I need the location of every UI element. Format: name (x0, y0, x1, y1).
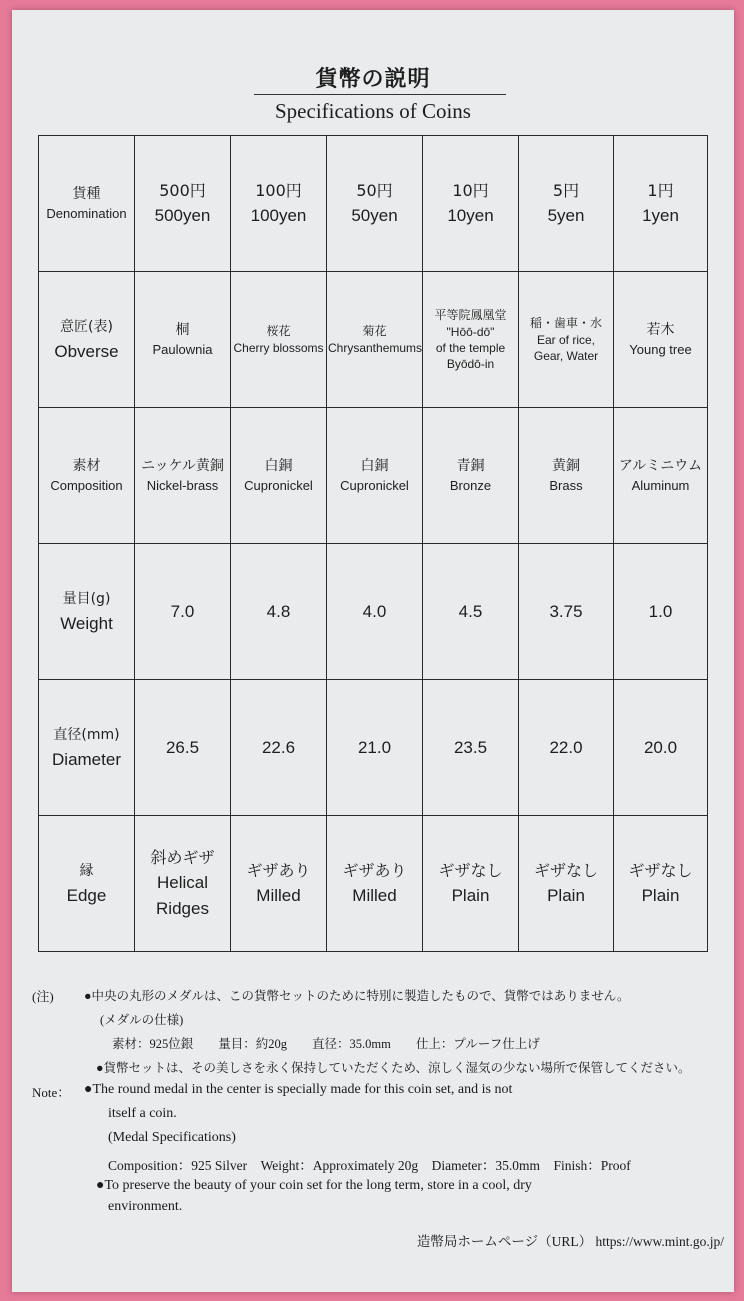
note-en-1a: ●The round medal in the center is specially made for this coin set, and is not (84, 1082, 513, 1097)
title-underline (254, 94, 506, 95)
row-label-en: Obverse (54, 341, 119, 361)
cell-composition-0 (135, 408, 231, 544)
note-jp-spec-title: (メダルの仕様) (100, 1013, 184, 1027)
cell-weight-2 (327, 544, 423, 680)
row-label-jp: 縁 (79, 862, 94, 879)
row-label-jp: 貨種 (72, 185, 101, 202)
cell-en: Chrysanthemums (328, 341, 423, 355)
cell-en: Milled (352, 885, 397, 905)
cell-value: 4.0 (362, 601, 387, 621)
row-obverse (39, 272, 708, 408)
note-jp-spec: 素材：925位銀 量目：約20g 直径：35.0mm 仕上：プルーフ仕上げ (112, 1037, 540, 1051)
row-header-diameter (39, 680, 135, 816)
cell-value: 20.0 (643, 737, 678, 757)
cell-jp: 1円 (647, 180, 674, 200)
note-en-spec-title: (Medal Specifications) (108, 1130, 236, 1145)
cell-denomination-5 (614, 136, 708, 272)
cell-en: Young tree (629, 341, 692, 357)
cell-denomination-3 (423, 136, 519, 272)
cell-edge-5 (614, 816, 708, 952)
row-composition (39, 408, 708, 544)
cell-jp: 白銅 (360, 457, 389, 474)
note-en-spec: Composition：925 Silver Weight：Approximately 20g Diameter：35.0mm Finish：Proof (108, 1158, 631, 1173)
cell-edge-1 (231, 816, 327, 952)
cell-denomination-2 (327, 136, 423, 272)
note-en-2b: environment. (108, 1199, 183, 1214)
cell-value: 4.5 (458, 601, 483, 621)
url-label: 造幣局ホームページ（URL） (416, 1234, 593, 1249)
cell-en: Cupronickel (340, 477, 409, 493)
row-label-en: Composition (50, 477, 123, 493)
row-label-jp: 量目(g) (62, 590, 111, 607)
cell-jp: ギザあり (342, 860, 407, 880)
cell-en: 50yen (351, 205, 398, 225)
cell-en: 10yen (447, 205, 494, 225)
cell-en2: of the temple (435, 341, 506, 355)
cell-jp: アルミニウム (618, 457, 703, 474)
row-label-jp: 素材 (72, 457, 101, 474)
cell-en: Plain (547, 885, 585, 905)
note-jp-1: ●中央の丸形のメダルは、この貨幣セットのために特別に製造したもので、貨幣ではありません。 (84, 989, 630, 1003)
title-english: Specifications of Coins (275, 99, 471, 123)
row-header-weight (39, 544, 135, 680)
cell-value: 7.0 (170, 601, 195, 621)
cell-jp: ギザあり (246, 860, 311, 880)
cell-edge-3 (423, 816, 519, 952)
row-header-denomination (39, 136, 135, 272)
cell-weight-1 (231, 544, 327, 680)
cell-en: 5yen (547, 205, 585, 225)
row-label-en: Diameter (52, 749, 121, 769)
cell-en: Paulownia (152, 341, 213, 357)
row-header-edge (39, 816, 135, 952)
row-label-en: Weight (60, 613, 113, 633)
cell-obverse-2 (327, 272, 423, 408)
cell-en: Plain (451, 885, 490, 905)
cell-value: 22.6 (261, 737, 296, 757)
cell-obverse-1 (231, 272, 327, 408)
cell-weight-3 (423, 544, 519, 680)
cell-en: Aluminum (631, 477, 690, 493)
cell-jp: 青銅 (456, 457, 485, 474)
cell-diameter-3 (423, 680, 519, 816)
cell-jp: ギザなし (533, 860, 598, 880)
cell-jp: 白銅 (264, 457, 293, 474)
row-label-jp: 直径(mm) (53, 726, 120, 743)
cell-composition-1 (231, 408, 327, 544)
cell-value: 23.5 (453, 737, 488, 757)
note-jp-2: ●貨幣セットは、その美しさを永く保持していただくため、涼しく湿気の少ない場所で保管してください。 (96, 1061, 691, 1075)
cell-composition-5 (614, 408, 708, 544)
row-weight (39, 544, 708, 680)
cell-edge-2 (327, 816, 423, 952)
cell-jp: 菊花 (362, 324, 387, 338)
cell-diameter-5 (614, 680, 708, 816)
cell-en3: Byōdō-in (446, 357, 495, 371)
cell-denomination-1 (231, 136, 327, 272)
row-denomination (39, 136, 708, 272)
note-jp-prefix: (注) (32, 989, 54, 1004)
cell-en: "Hōō-dō" (446, 325, 495, 339)
coin-spec-table (38, 135, 708, 952)
note-en-2a: ●To preserve the beauty of your coin set for the long term, store in a cool, dry (96, 1178, 532, 1193)
cell-en: Milled (256, 885, 301, 905)
mint-url-line (417, 1230, 724, 1250)
cell-value: 21.0 (357, 737, 392, 757)
cell-en: 500yen (154, 205, 211, 225)
cell-composition-2 (327, 408, 423, 544)
row-edge (39, 816, 708, 952)
cell-jp: ギザなし (628, 860, 693, 880)
cell-jp: 桐 (175, 321, 190, 338)
cell-en: Brass (549, 477, 583, 493)
cell-diameter-0 (135, 680, 231, 816)
cell-en: Cherry blossoms (233, 341, 324, 355)
cell-en: 1yen (642, 205, 679, 225)
cell-en: Cupronickel (244, 477, 313, 493)
cell-edge-0 (135, 816, 231, 952)
note-en-1b: itself a coin. (108, 1106, 177, 1121)
row-label-en: Edge (66, 885, 107, 905)
row-diameter (39, 680, 708, 816)
cell-jp: 稲・歯車・水 (529, 316, 602, 330)
cell-jp: 若木 (646, 321, 675, 338)
cell-weight-0 (135, 544, 231, 680)
cell-en: Helical Ridges (156, 872, 209, 918)
cell-jp: 平等院鳳凰堂 (434, 308, 507, 322)
title-japanese: 貨幣の説明 (315, 67, 431, 92)
cell-obverse-4 (519, 272, 614, 408)
cell-composition-3 (423, 408, 519, 544)
cell-value: 3.75 (549, 601, 583, 621)
cell-composition-4 (519, 408, 614, 544)
cell-jp: 100円 (255, 180, 302, 200)
cell-jp: 桜花 (266, 324, 291, 338)
cell-weight-5 (614, 544, 708, 680)
cell-jp: ギザなし (438, 860, 503, 880)
cell-en: Nickel-brass (146, 477, 219, 493)
cell-denomination-4 (519, 136, 614, 272)
mint-url-link[interactable]: https://www.mint.go.jp/ (595, 1234, 724, 1249)
note-en-prefix: Note： (32, 1085, 71, 1100)
cell-edge-4 (519, 816, 614, 952)
cell-value: 26.5 (165, 737, 200, 757)
cell-value: 22.0 (549, 737, 583, 757)
cell-value: 1.0 (648, 601, 673, 621)
cell-en: Ear of rice, (536, 333, 596, 347)
cell-weight-4 (519, 544, 614, 680)
cell-obverse-5 (614, 272, 708, 408)
cell-en: Bronze (449, 477, 492, 493)
row-header-obverse (39, 272, 135, 408)
cell-en2: Gear, Water (533, 349, 599, 363)
cell-jp: 黄銅 (552, 457, 580, 474)
row-label-jp: 意匠(表) (60, 318, 113, 335)
spec-card (12, 10, 734, 1292)
cell-en: 100yen (250, 205, 307, 225)
cell-jp: 斜めギザ (150, 847, 215, 867)
cell-diameter-2 (327, 680, 423, 816)
cell-denomination-0 (135, 136, 231, 272)
row-label-en: Denomination (46, 205, 127, 221)
cell-diameter-4 (519, 680, 614, 816)
cell-jp: 5円 (552, 180, 580, 200)
cell-jp: 500円 (159, 180, 206, 200)
row-header-composition (39, 408, 135, 544)
cell-en: Plain (641, 885, 680, 905)
cell-obverse-0 (135, 272, 231, 408)
cell-jp: ニッケル黄銅 (141, 457, 224, 474)
cell-value: 4.8 (266, 601, 291, 621)
cell-jp: 50円 (356, 180, 393, 200)
cell-diameter-1 (231, 680, 327, 816)
cell-jp: 10円 (452, 180, 489, 200)
cell-obverse-3 (423, 272, 519, 408)
